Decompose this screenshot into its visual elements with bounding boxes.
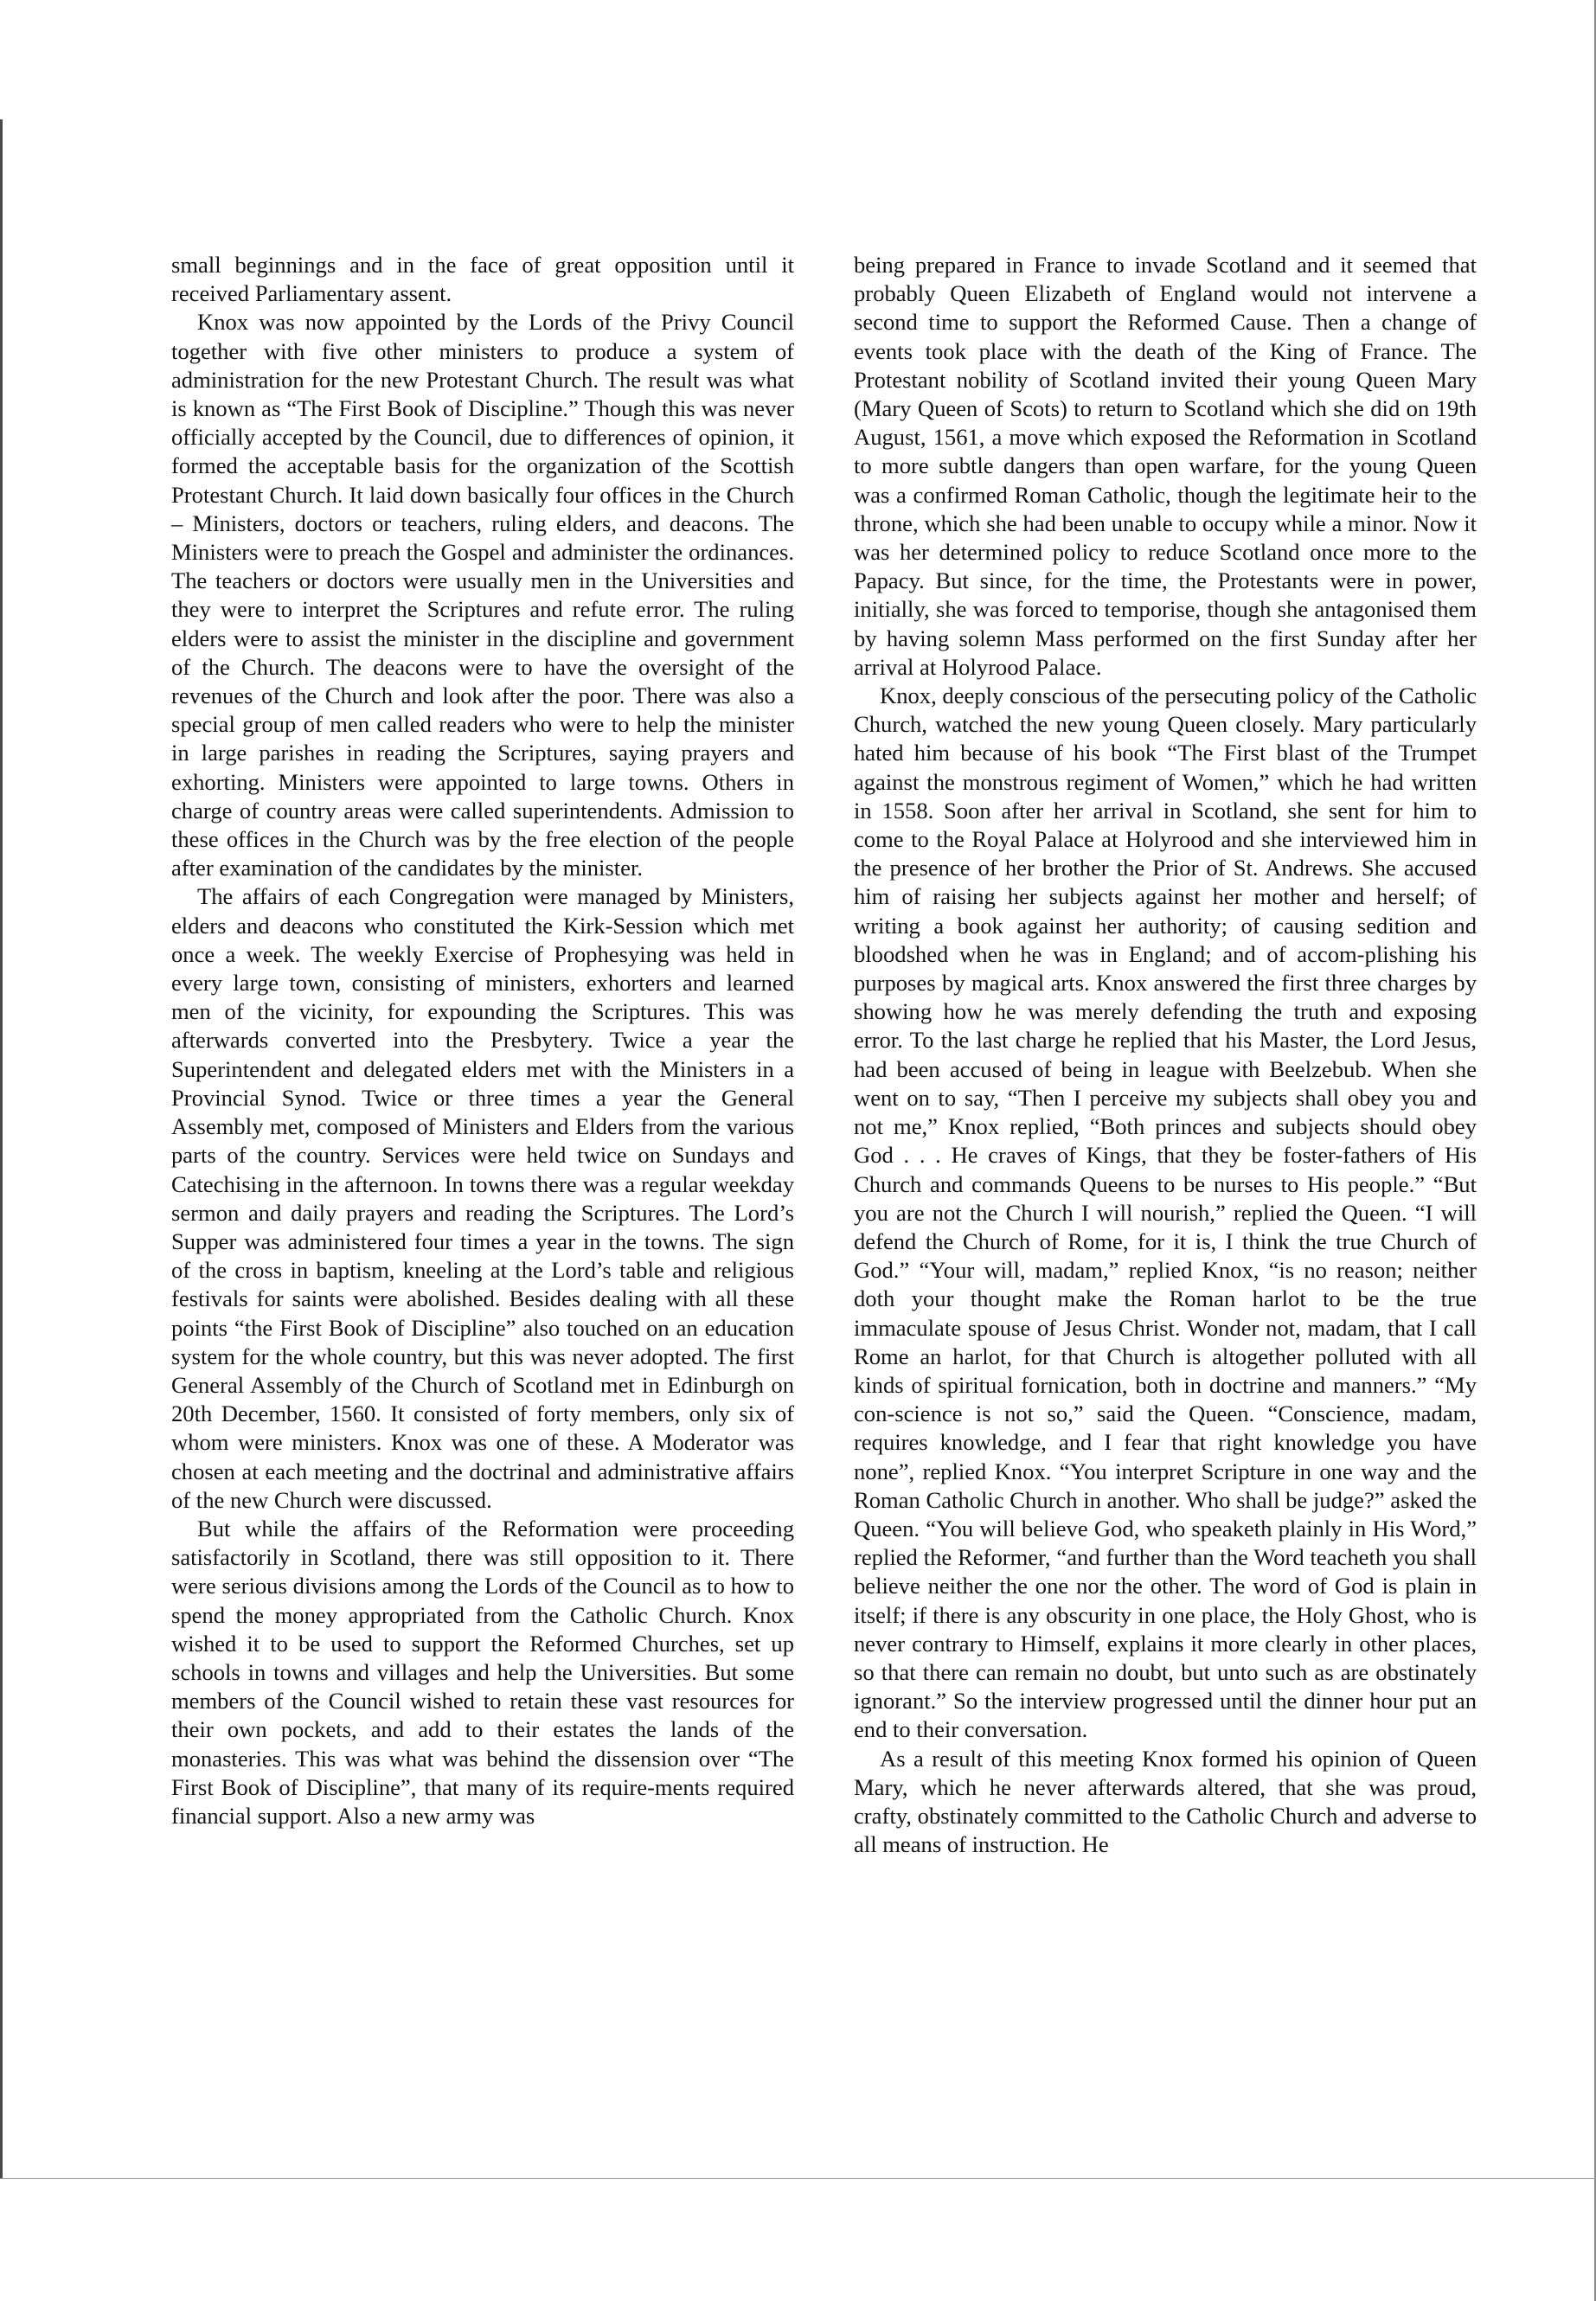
- right-paragraph-2: Knox, deeply conscious of the persecuting policy of the Catholic Church, watched the new young Queen closely. Mary particularly hated him because of his book “The First blast of the Trumpet against the monstrous regiment of Women,” which he had written in 1558. Soon after her arrival in Scotland, she sent for him to come to the Royal Palace at Holyrood and she interviewed him in the presence of her brother the Prior of St. Andrews. She accused him of raising her subjects against her mother and herself; of writing a book against her authority; of causing sedition and bloodshed when he was in England; and of accom-plishing his purposes by magical arts. Knox answered the first three charges by showing how he was merely defending the truth and exposing error. To the last charge he replied that his Master, the Lord Jesus, had been accused of being in league with Beelzebub. When she went on to say, “Then I perceive my subjects shall obey you and not me,” Knox replied, “Both princes and subjects should obey God . . . He craves of Kings, that they be foster-fathers of His Church and commands Queens to be nurses to His people.” “But you are not the Church I will nourish,” replied the Queen. “I will defend the Church of Rome, for it is, I think the true Church of God.” “Your will, madam,” replied Knox, “is no reason; neither doth your thought make the Roman harlot to be the true immaculate spouse of Jesus Christ. Wonder not, madam, that I call Rome an harlot, for that Church is altogether polluted with all kinds of spiritual fornication, both in doctrine and manners.” “My con-science is not so,” said the Queen. “Conscience, madam, requires knowledge, and I fear that right knowledge you have none”, replied Knox. “You interpret Scripture in one way and the Roman Catholic Church in another. Who shall be judge?” asked the Queen. “You will believe God, who speaketh plainly in His Word,” replied the Reformer, “and further than the Word teacheth you shall believe neither the one nor the other. The word of God is plain in itself; if there is any obscurity in one place, the Holy Ghost, who is never contrary to Himself, explains it more clearly in other places, so that there can remain no doubt, but unto such as are obstinately ignorant.” So the interview progressed until the dinner hour put an end to their conversation.: [854, 683, 1477, 1743]
- scan-edge-left: [0, 119, 3, 2178]
- right-text-column: [854, 251, 1477, 1859]
- left-paragraph-1: small beginnings and in the face of great opposition until it received Parliamentary assent.: [171, 252, 794, 307]
- right-paragraph-1: being prepared in France to invade Scotland and it seemed that probably Queen Elizabeth of England would not intervene a second time to support the Reformed Cause. Then a change of events took place with the death of the King of France. The Protestant nobility of Scotland invited their young Queen Mary (Mary Queen of Scots) to return to Scotland which she did on 19th August, 1561, a move which exposed the Reformation in Scotland to more subtle dangers than open warfare, for the young Queen was a confirmed Roman Catholic, though the legitimate heir to the throne, which she had been unable to occupy while a minor. Now it was her determined policy to reduce Scotland once more to the Papacy. But since, for the time, the Protestants were in power, initially, she was forced to temporise, though she antagonised them by having solemn Mass performed on the first Sunday after her arrival at Holyrood Palace.: [854, 252, 1477, 680]
- left-text-column: [171, 251, 794, 1830]
- left-paragraph-4: But while the affairs of the Reformation were proceeding satisfactorily in Scotland, there was still opposition to it. There were serious divisions among the Lords of the Council as to how to spend the money appropriated from the Catholic Church. Knox wished it to be used to support the Reformed Churches, set up schools in towns and villages and help the Universities. But some members of the Council wished to retain these vast resources for their own pockets, and add to their estates the lands of the monasteries. This was what was behind the dissension over “The First Book of Discipline”, that many of its require-ments required financial support. Also a new army was: [171, 1515, 794, 1829]
- left-paragraph-2: Knox was now appointed by the Lords of the Privy Council together with five other ministers to produce a system of administration for the new Protestant Church. The result was what is known as “The First Book of Discipline.” Though this was never officially accepted by the Council, due to differences of opinion, it formed the acceptable basis for the organization of the Scottish Protestant Church. It laid down basically four offices in the Church – Ministers, doctors or teachers, ruling elders, and deacons. The Ministers were to preach the Gospel and administer the ordinances. The teachers or doctors were usually men in the Universities and they were to interpret the Scriptures and refute error. The ruling elders were to assist the minister in the discipline and government of the Church. The deacons were to have the oversight of the revenues of the Church and look after the poor. There was also a special group of men called readers who were to help the minister in large parishes in reading the Scriptures, saying prayers and exhorting. Ministers were appointed to large towns. Others in charge of country areas were called superintendents. Admission to these offices in the Church was by the free election of the people after examination of the candidates by the minister.: [171, 309, 794, 881]
- left-paragraph-3: The affairs of each Congregation were managed by Ministers, elders and deacons who constituted the Kirk-Session which met once a week. The weekly Exercise of Prophesying was held in every large town, consisting of ministers, exhorters and learned men of the vicinity, for expounding the Scriptures. This was afterwards converted into the Presbytery. Twice a year the Superintendent and delegated elders met with the Ministers in a Provincial Synod. Twice or three times a year the General Assembly met, composed of Ministers and Elders from the various parts of the country. Services were held twice on Sundays and Catechising in the afternoon. In towns there was a regular weekday sermon and daily prayers and reading the Scriptures. The Lord’s Supper was administered four times a year in the towns. The sign of the cross in baptism, kneeling at the Lord’s table and religious festivals for saints were abolished. Besides dealing with all these points “the First Book of Discipline” also touched on an education system for the whole country, but this was never adopted. The first General Assembly of the Church of Scotland met in Edinburgh on 20th December, 1560. It consisted of forty members, only six of whom were ministers. Knox was one of these. A Moderator was chosen at each meeting and the doctrinal and administrative affairs of the new Church were discussed.: [171, 883, 794, 1513]
- scan-edge-bottom: [0, 2178, 1596, 2179]
- right-paragraph-3: As a result of this meeting Knox formed his opinion of Queen Mary, which he never afterwards altered, that she was proud, crafty, obstinately committed to the Catholic Church and adverse to all means of instruction. He: [854, 1745, 1477, 1858]
